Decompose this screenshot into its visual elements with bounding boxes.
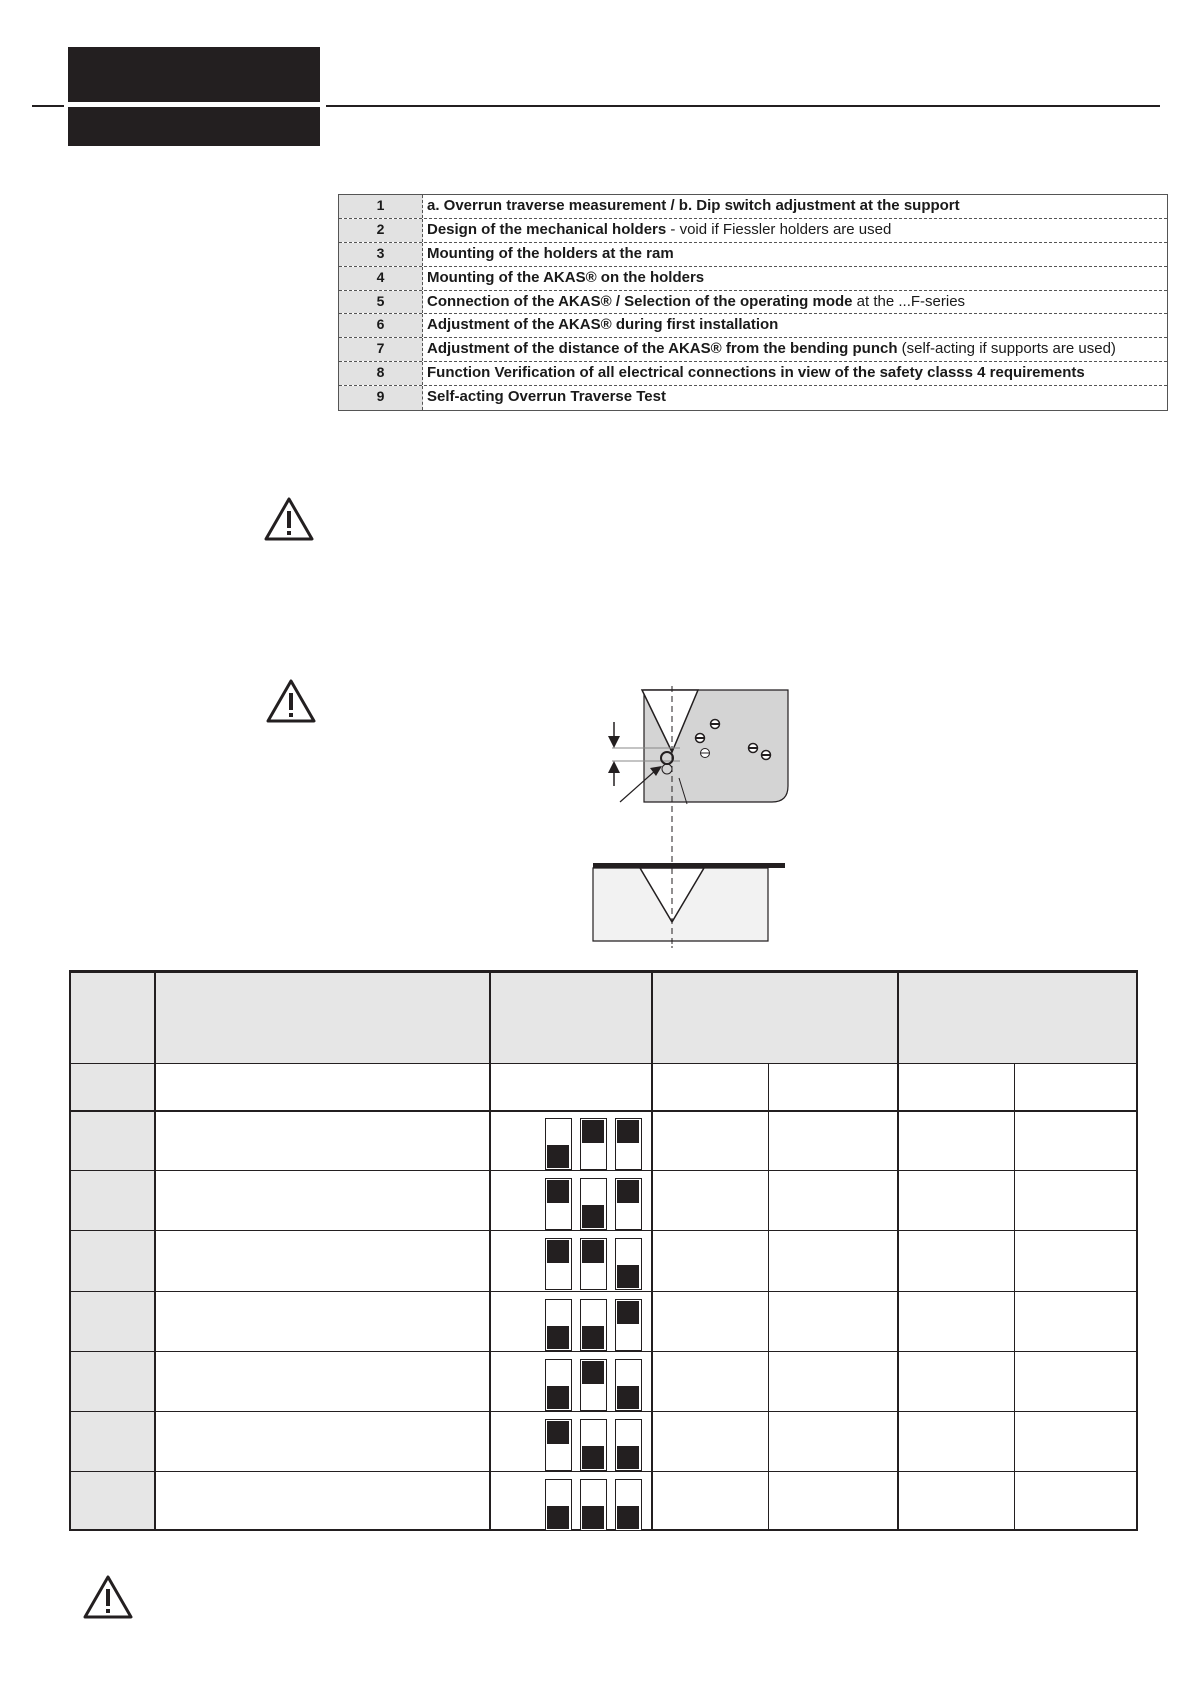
dip-switch-knob <box>617 1386 639 1409</box>
table-border <box>69 970 1138 973</box>
row-divider <box>69 1110 1138 1112</box>
dip-switch <box>580 1118 607 1170</box>
dip-switch-knob <box>617 1446 639 1469</box>
dip-switch <box>580 1419 607 1471</box>
arrow-up-icon <box>608 761 620 773</box>
table-border <box>69 970 71 1531</box>
dip-switch <box>580 1178 607 1230</box>
step-title: Function Verification of all electrical connections in view of the safety classs 4 requirements <box>427 364 1085 382</box>
dip-switch <box>580 1359 607 1411</box>
warning-triangle-icon <box>82 1574 134 1620</box>
dip-switch-knob <box>582 1240 604 1263</box>
dip-switch-knob <box>617 1120 639 1143</box>
dip-switch-table <box>69 970 1138 1531</box>
column-divider <box>651 970 653 1531</box>
arrow-down-icon <box>608 736 620 748</box>
dip-switch-knob <box>547 1326 569 1349</box>
dip-switch <box>615 1359 642 1411</box>
table-row <box>339 267 1167 291</box>
table-row <box>339 314 1167 338</box>
dip-switch-knob <box>582 1446 604 1469</box>
column-divider <box>154 970 156 1531</box>
row-divider <box>69 1063 1138 1064</box>
dip-switch <box>545 1359 572 1411</box>
dip-switch <box>615 1419 642 1471</box>
step-number: 3 <box>339 243 423 266</box>
step-title: Mounting of the AKAS® on the holders <box>427 268 705 286</box>
step-title: Mounting of the holders at the ram <box>427 244 674 262</box>
dip-switch-knob <box>617 1265 639 1288</box>
step-description <box>423 195 1167 218</box>
row-divider <box>69 1170 1138 1171</box>
step-description <box>423 267 1167 290</box>
step-description <box>423 291 1167 314</box>
header-rule-right <box>326 105 1160 107</box>
step-number: 1 <box>339 195 423 218</box>
row-divider <box>69 1351 1138 1352</box>
step-number: 6 <box>339 314 423 337</box>
table-subheader-first-cell <box>69 1063 154 1110</box>
step-description <box>423 243 1167 266</box>
dip-switch <box>545 1479 572 1531</box>
dip-switch <box>615 1118 642 1170</box>
dip-switch <box>580 1238 607 1290</box>
step-description <box>423 219 1167 242</box>
header-block-top <box>68 47 320 102</box>
step-note: - void if Fiessler holders are used <box>666 220 892 238</box>
column-divider <box>1014 1063 1015 1531</box>
table-row <box>339 243 1167 267</box>
step-note: (self-acting if supports are used) <box>897 340 1116 358</box>
table-row <box>339 291 1167 315</box>
step-note: at the ...F-series <box>852 292 966 310</box>
table-row <box>339 386 1167 410</box>
dip-switch-knob <box>582 1506 604 1529</box>
table-row <box>339 195 1167 219</box>
dip-switch-knob <box>547 1145 569 1168</box>
row-divider <box>69 1411 1138 1412</box>
dip-switch-knob <box>582 1120 604 1143</box>
step-description <box>423 314 1167 337</box>
dip-switch-knob <box>582 1205 604 1228</box>
table-first-column <box>69 1110 154 1531</box>
dip-switch <box>615 1299 642 1351</box>
step-description <box>423 362 1167 385</box>
row-divider <box>69 1471 1138 1472</box>
step-number: 2 <box>339 219 423 242</box>
steps-table <box>338 194 1168 411</box>
step-number: 9 <box>339 386 423 410</box>
dip-switch <box>545 1299 572 1351</box>
step-title: Connection of the AKAS® / Selection of the operating mode <box>427 292 853 310</box>
step-description <box>423 338 1167 361</box>
dip-switch-knob <box>547 1386 569 1409</box>
dip-switch-knob <box>547 1240 569 1263</box>
header-rule-left <box>32 105 64 107</box>
dip-switch-knob <box>582 1361 604 1384</box>
step-number: 7 <box>339 338 423 361</box>
step-number: 5 <box>339 291 423 314</box>
step-description <box>423 386 1167 410</box>
column-divider <box>897 970 899 1531</box>
step-title: Design of the mechanical holders <box>427 220 667 238</box>
header-block-bottom <box>68 107 320 146</box>
row-divider <box>69 1230 1138 1231</box>
step-title: a. Overrun traverse measurement / b. Dip switch adjustment at the support <box>427 197 960 214</box>
table-row <box>339 338 1167 362</box>
dip-switch-knob <box>617 1180 639 1203</box>
dip-switch <box>580 1479 607 1531</box>
dip-switch <box>545 1419 572 1471</box>
step-title: Adjustment of the AKAS® during first installation <box>427 316 779 334</box>
dip-switch-knob <box>547 1421 569 1444</box>
table-border <box>1136 970 1138 1531</box>
dip-switch-knob <box>582 1326 604 1349</box>
warning-triangle-icon <box>263 496 315 542</box>
column-divider <box>489 970 491 1531</box>
dip-switch <box>615 1479 642 1531</box>
step-title: Self-acting Overrun Traverse Test <box>427 388 666 406</box>
step-title: Adjustment of the distance of the AKAS® from the bending punch <box>427 340 898 358</box>
dip-switch <box>545 1178 572 1230</box>
step-number: 8 <box>339 362 423 385</box>
dip-switch-knob <box>547 1506 569 1529</box>
dip-switch <box>545 1238 572 1290</box>
row-divider <box>69 1291 1138 1292</box>
dip-switch <box>545 1118 572 1170</box>
dip-switch-knob <box>547 1180 569 1203</box>
step-number: 4 <box>339 267 423 290</box>
dip-switch <box>580 1299 607 1351</box>
warning-triangle-icon <box>265 678 317 724</box>
dip-switch-knob <box>617 1301 639 1324</box>
dip-switch <box>615 1238 642 1290</box>
dip-switch <box>615 1178 642 1230</box>
dip-switch-knob <box>617 1506 639 1529</box>
column-divider <box>768 1063 769 1531</box>
table-header-row <box>69 970 1138 1063</box>
table-row <box>339 219 1167 243</box>
bending-punch-diagram <box>590 686 790 948</box>
table-row <box>339 362 1167 386</box>
